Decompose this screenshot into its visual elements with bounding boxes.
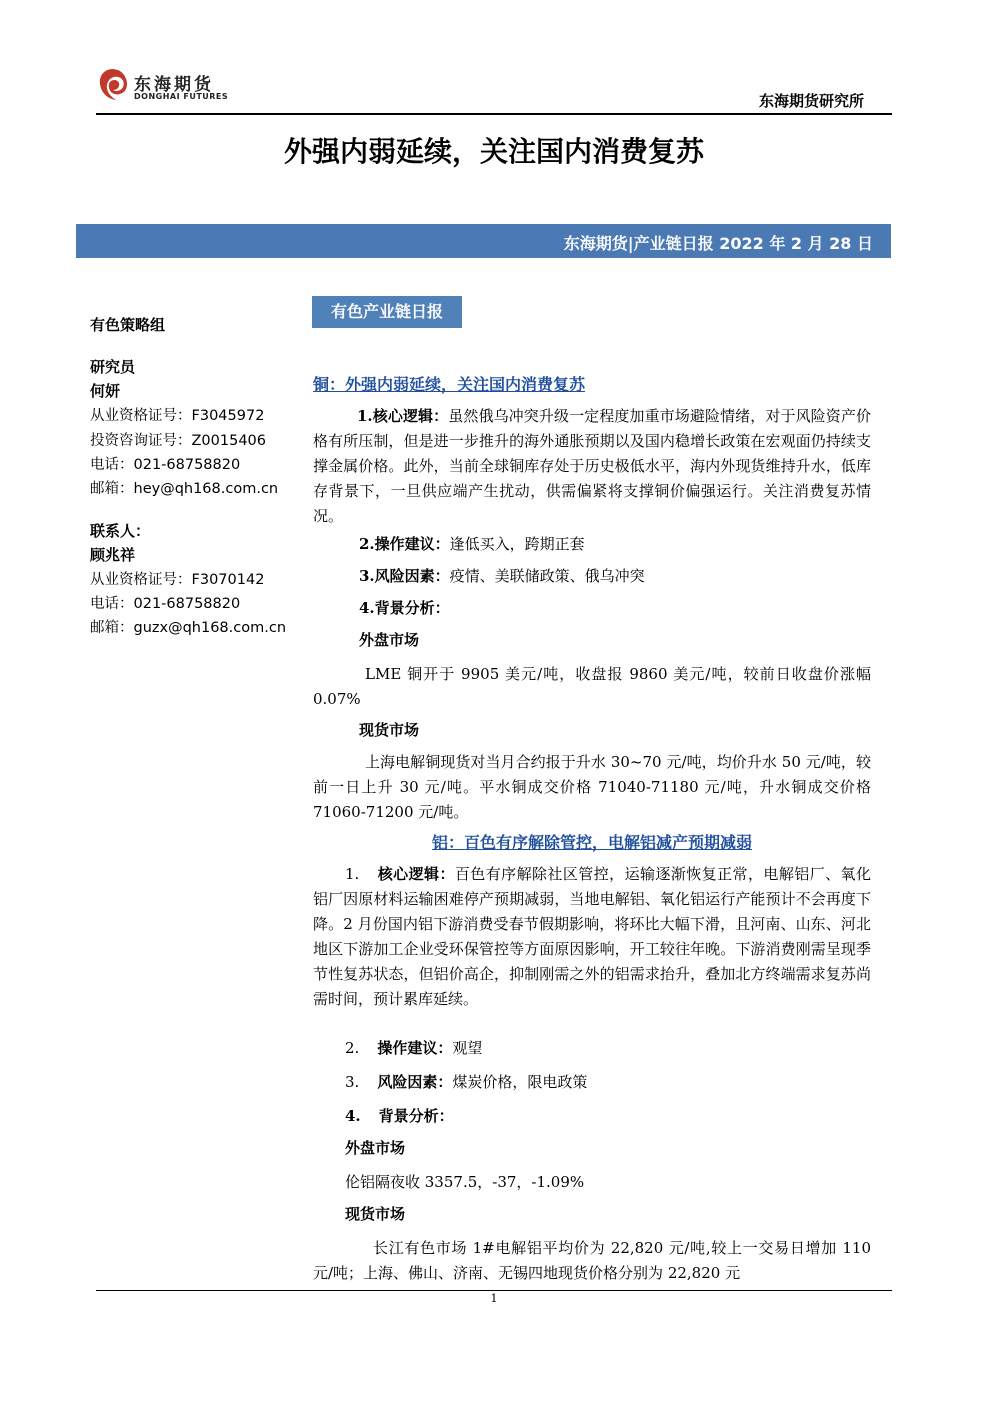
aluminum-overseas-text: 伦铝隔夜收 3357.5，-37，-1.09% — [345, 1173, 585, 1191]
aluminum-risk-label: 风险因素： — [377, 1073, 453, 1091]
copper-risk-text: 疫情、美联储政策、俄乌冲突 — [449, 567, 645, 585]
aluminum-op-label: 操作建议： — [377, 1039, 453, 1057]
aluminum-logic-text: 百色有序解除社区管控，运输逐渐恢复正常，电解铝厂、氧化铝厂因原材料运输困难停产预期减弱，当地电解铝、氧化铝运行产能预计不会再度下降。2 月份国内铝下游消费受春节假期影响，将环比大幅下滑，且河南、山东、河北地区下游加工企业受环保管控等方面原因影响，开工较往年晚。下游消费刚需呈现季节性复苏状态，但铝价高企，抑制刚需之外的铝需求抬升，叠加北方终端需求复苏尚需时间，预计累库延续。 — [313, 865, 871, 1008]
logo-en-text: DONGHAI FUTURES — [134, 92, 229, 101]
header-divider — [96, 113, 892, 115]
aluminum-risk-num: 3. — [345, 1073, 360, 1091]
aluminum-spot-text: 长江有色市场 1#电解铝平均价为 22,820 元/吨,较上一交易日增加 110 元/吨；上海、佛山、济南、无锡四地现货价格分别为 22,820 元 — [313, 1239, 871, 1282]
aluminum-risk — [313, 1070, 903, 1095]
copper-core-logic — [313, 404, 871, 529]
researcher-phone: 电话：021-68758820 — [90, 457, 241, 473]
company-logo — [96, 66, 236, 106]
copper-logic-label: 1.核心逻辑： — [357, 407, 449, 425]
copper-risk-label: 3.风险因素： — [359, 567, 450, 585]
aluminum-section-title: 铝：百色有序解除管控，电解铝减产预期减弱 — [431, 833, 752, 852]
copper-spot-text: 上海电解铜现货对当月合约报于升水 30~70 元/吨，均价升水 50 元/吨，较前一日上升 30 元/吨。平水铜成交价格 71040-71180 元/吨，升水铜成交价格 71060-71200 元/吨。 — [313, 753, 871, 821]
document-title: 外强内弱延续，关注国内消费复苏 — [283, 135, 704, 168]
contact-name: 顾兆祥 — [90, 546, 136, 564]
aluminum-background — [313, 1104, 903, 1129]
aluminum-bg-num: 4. — [345, 1107, 361, 1125]
aluminum-risk-text: 煤炭价格，限电政策 — [452, 1073, 588, 1091]
copper-background-label: 4.背景分析： — [359, 599, 450, 617]
logo-cn-text: 东海期货 — [134, 75, 214, 95]
researcher-qualification: 从业资格证号：F3045972 — [90, 408, 265, 424]
banner-text: 东海期货|产业链日报 2022 年 2 月 28 日 — [563, 234, 873, 253]
researcher-email: 邮箱：hey@qh168.com.cn — [90, 481, 279, 497]
researcher-consult-id: 投资咨询证号：Z0015406 — [90, 433, 267, 449]
copper-logic-text: 虽然俄乌冲突升级一定程度加重市场避险情绪，对于风险资产价格有所压制，但是进一步推升的海外通胀预期以及国内稳增长政策在宏观面仍持续支撑金属价格。此外，当前全球铜库存处于历史极低水平，海内外现货维持升水，低库存背景下，一旦供应端产生扰动，供需偏紧将支撑铜价偏强运行。关注消费复苏情况。 — [313, 407, 871, 525]
aluminum-logic-label: 核心逻辑： — [377, 865, 455, 883]
copper-spot-label: 现货市场 — [359, 721, 420, 739]
report-banner — [76, 224, 891, 258]
aluminum-overseas-label: 外盘市场 — [345, 1139, 406, 1157]
section-tag: 有色产业链日报 — [312, 296, 462, 328]
header-organization: 东海期货研究所 — [758, 92, 864, 110]
aluminum-operation — [313, 1036, 903, 1061]
aluminum-op-text: 观望 — [452, 1039, 483, 1057]
copper-overseas-label: 外盘市场 — [359, 631, 420, 649]
contact-qualification: 从业资格证号：F3070142 — [90, 572, 265, 588]
aluminum-logic-num: 1. — [345, 865, 360, 883]
copper-overseas-text: LME 铜开于 9905 美元/吨，收盘报 9860 美元/吨，较前日收盘价涨幅 0.07% — [313, 665, 871, 708]
page-number: 1 — [490, 1292, 498, 1305]
researcher-name: 何妍 — [90, 382, 121, 400]
researcher-label: 研究员 — [90, 358, 136, 376]
aluminum-spot-label: 现货市场 — [345, 1205, 406, 1223]
copper-op-text: 逢低买入，跨期正套 — [449, 535, 585, 553]
contact-phone: 电话：021-68758820 — [90, 596, 241, 612]
contact-label: 联系人： — [90, 522, 151, 540]
dragon-logo-icon — [96, 66, 130, 104]
copper-section-title: 铜：外强内弱延续，关注国内消费复苏 — [313, 375, 586, 394]
copper-op-label: 2.操作建议： — [359, 535, 450, 553]
strategy-group: 有色策略组 — [90, 316, 166, 334]
aluminum-op-num: 2. — [345, 1039, 360, 1057]
aluminum-bg-label: 背景分析： — [378, 1107, 454, 1125]
contact-email: 邮箱：guzx@qh168.com.cn — [90, 620, 287, 636]
copper-operation — [313, 532, 917, 557]
footer-divider — [96, 1290, 892, 1291]
copper-risk — [313, 564, 917, 589]
aluminum-core-logic — [313, 862, 871, 1012]
